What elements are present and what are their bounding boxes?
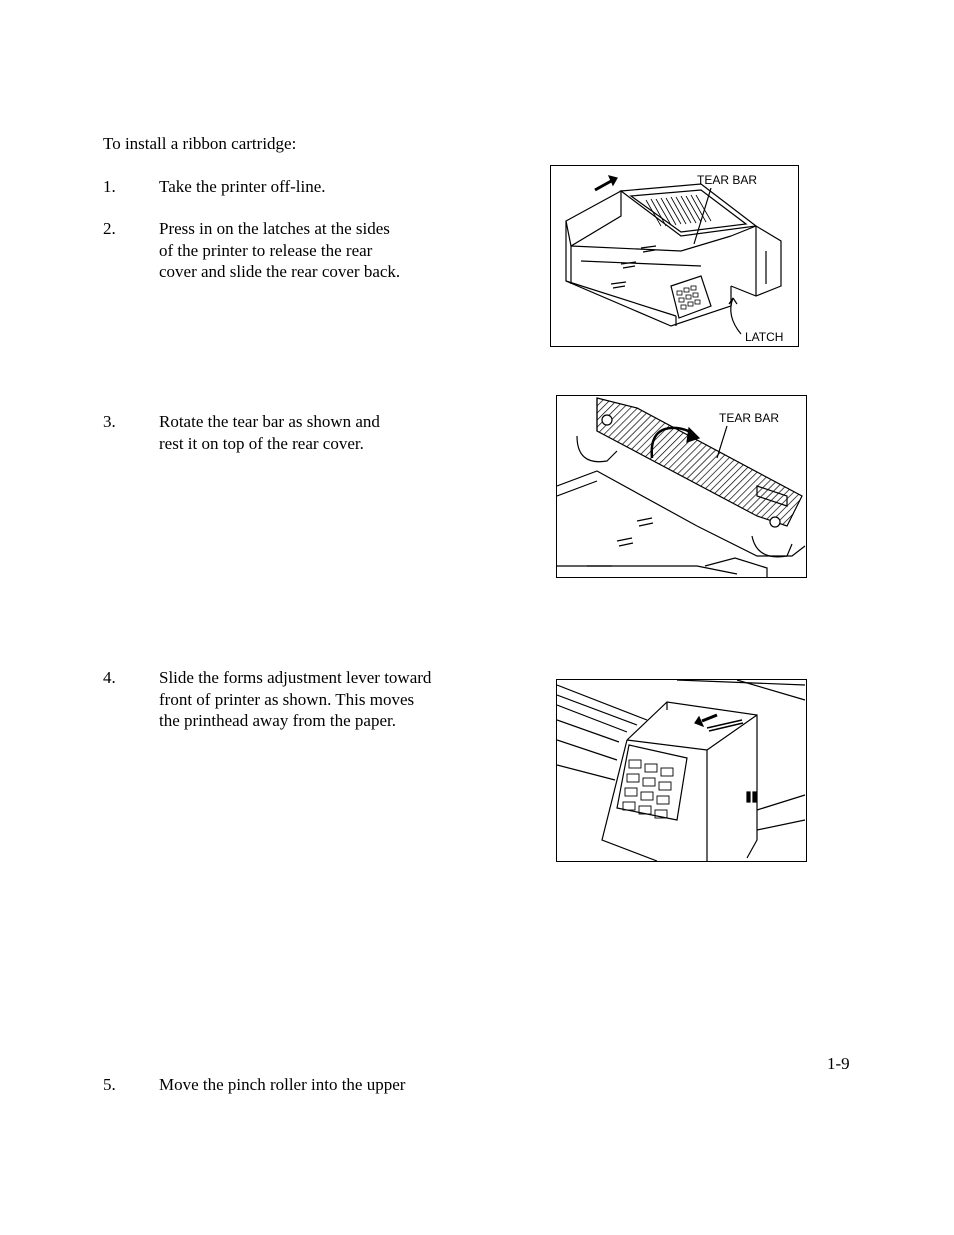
step-3-text [159, 411, 380, 454]
step-3-line-2: rest it on top of the rear cover. [159, 433, 364, 453]
tear-bar-rotation-illustration [557, 396, 806, 577]
page-number: 1-9 [827, 1054, 850, 1073]
forms-lever-illustration [557, 680, 806, 861]
step-4-line-2: front of printer as shown. This moves [159, 689, 415, 709]
step-4-text [159, 667, 431, 732]
figure-printer-rear-cover [550, 165, 799, 347]
step-4-line-1: Slide the forms adjustment lever toward [159, 668, 432, 687]
label-tear-bar-2: TEAR BAR [719, 411, 780, 425]
figure-forms-adjustment-lever [556, 679, 807, 862]
step-1-line-1: Take the printer off-line. [159, 177, 326, 196]
step-2-line-1: Press in on the latches at the sides [159, 219, 390, 238]
step-5-text [159, 1074, 405, 1096]
step-4-line-3: the printhead away from the paper. [159, 711, 396, 730]
step-2-line-3: cover and slide the rear cover back. [159, 262, 401, 281]
step-3-line-1: Rotate the tear bar as shown and [159, 412, 380, 431]
label-latch: LATCH [745, 330, 784, 344]
intro-text: To install a ribbon cartridge: [103, 134, 297, 153]
step-5-line-1: Move the pinch roller into the upper [159, 1075, 406, 1094]
label-tear-bar: TEAR BAR [697, 173, 758, 187]
figure-tear-bar-rotation [556, 395, 807, 578]
step-1-number: 1. [103, 177, 116, 196]
step-3-number: 3. [103, 412, 116, 431]
step-1-text [159, 176, 326, 198]
step-5-number: 5. [103, 1075, 116, 1094]
step-4-number: 4. [103, 668, 116, 687]
step-2-number: 2. [103, 219, 116, 238]
step-2-line-2: of the printer to release the rear [159, 240, 373, 260]
printer-rear-cover-illustration [551, 166, 798, 346]
step-2-text [159, 218, 400, 283]
